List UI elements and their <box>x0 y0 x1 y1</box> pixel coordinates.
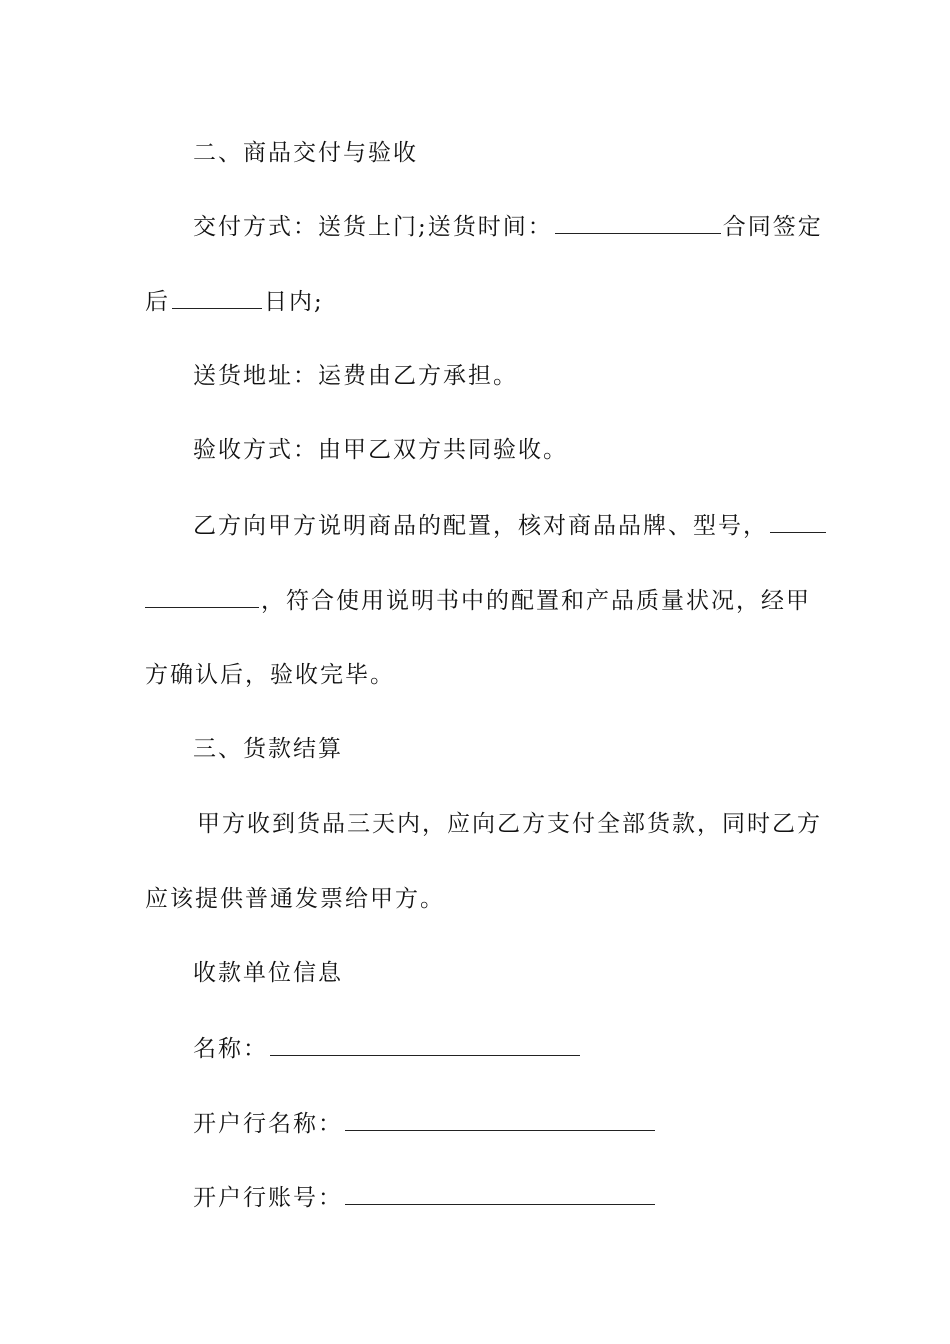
delivery-address-text: 送货地址：运费由乙方承担。 <box>193 363 518 389</box>
field-bank-name <box>193 1108 657 1139</box>
heading-text: 三、货款结算 <box>193 736 343 762</box>
paragraph-delivery-method <box>193 211 823 242</box>
name-blank[interactable] <box>270 1033 580 1056</box>
payment-text: 甲方收到货品三天内，应向乙方支付全部货款，同时乙方 <box>197 811 822 837</box>
paragraph-configuration <box>193 510 828 541</box>
heading-text: 二、商品交付与验收 <box>193 140 418 166</box>
configuration-text: 乙方向甲方说明商品的配置，核对商品品牌、型号， <box>193 513 768 539</box>
paragraph-delivery-days <box>145 286 324 317</box>
days-blank[interactable] <box>172 286 262 309</box>
name-label: 名称： <box>193 1036 268 1062</box>
payee-info-text: 收款单位信息 <box>193 960 343 986</box>
invoice-text: 应该提供普通发票给甲方。 <box>145 886 445 912</box>
within-days-text: 日内; <box>264 289 324 315</box>
model-blank-part1[interactable] <box>770 510 826 533</box>
paragraph-acceptance-complete <box>145 660 395 690</box>
payee-info-heading <box>193 958 343 988</box>
bank-account-blank[interactable] <box>345 1182 655 1205</box>
field-name <box>193 1033 582 1064</box>
paragraph-delivery-address <box>193 361 518 391</box>
section-heading-delivery <box>193 138 418 168</box>
bank-name-blank[interactable] <box>345 1108 655 1131</box>
contract-signed-text: 合同签定 <box>722 214 823 240</box>
acceptance-method-text: 验收方式：由甲乙双方共同验收。 <box>193 437 568 463</box>
configuration-cont-text: ，符合使用说明书中的配置和产品质量状况，经甲 <box>261 588 811 614</box>
paragraph-acceptance-method <box>193 435 568 465</box>
paragraph-invoice <box>145 884 445 914</box>
acceptance-complete-text: 方确认后，验收完毕。 <box>145 662 395 688</box>
delivery-time-blank[interactable] <box>555 211 721 234</box>
delivery-method-text: 交付方式：送货上门;送货时间： <box>193 214 553 240</box>
after-text: 后 <box>145 289 170 315</box>
model-blank-part2[interactable] <box>145 585 259 608</box>
bank-account-label: 开户行账号： <box>193 1185 343 1211</box>
paragraph-payment <box>197 809 822 839</box>
section-heading-payment <box>193 734 343 764</box>
bank-name-label: 开户行名称： <box>193 1111 343 1137</box>
paragraph-configuration-cont <box>145 585 811 616</box>
field-bank-account <box>193 1182 657 1213</box>
